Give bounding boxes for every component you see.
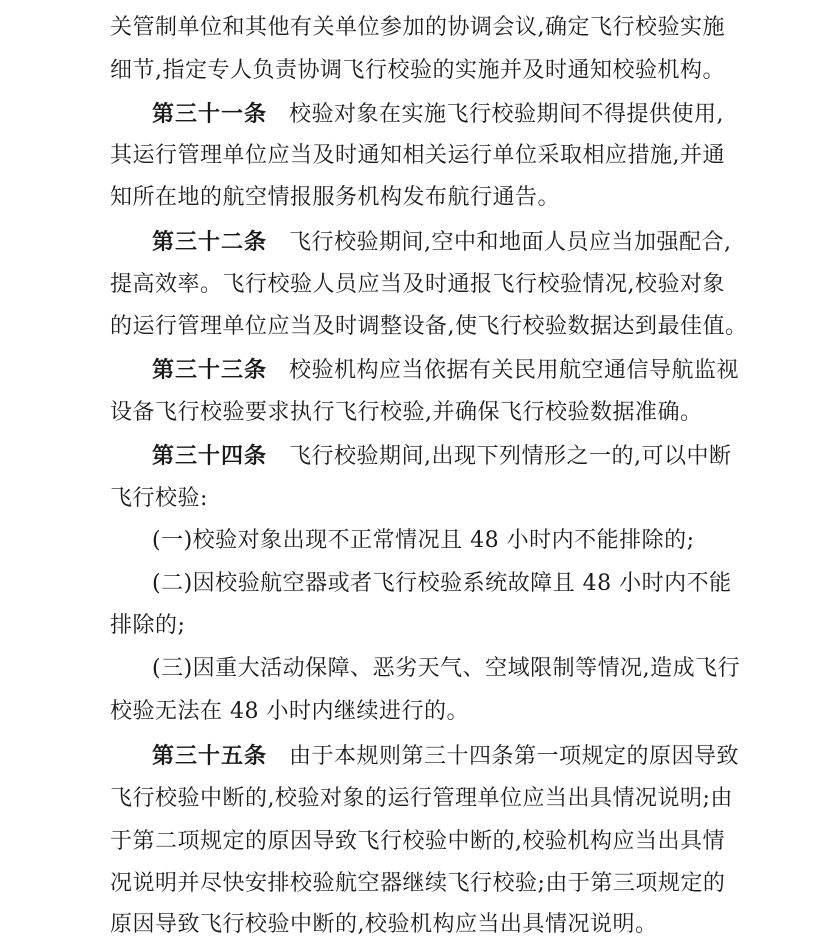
list-item: (二)因校验航空器或者飞行校验系统故障且 48 小时内不能 (152, 571, 732, 596)
text-line: 飞行校验: (110, 486, 208, 511)
text-line: 于第二项规定的原因导致飞行校验中断的,校验机构应当出具情 (110, 829, 725, 854)
article-paragraph-33 (152, 350, 740, 390)
text-line: 校验无法在 48 小时内继续进行的。 (110, 699, 469, 724)
article-paragraph-34 (152, 436, 732, 476)
article-text: 校验对象在实施飞行校验期间不得提供使用, (289, 102, 725, 127)
text-line: 飞行校验中断的,校验对象的运行管理单位应当出具情况说明;由 (110, 786, 733, 811)
article-number: 第三十二条 (152, 229, 268, 255)
list-item: (三)因重大活动保障、恶劣天气、空域限制等情况,造成飞行 (152, 656, 741, 681)
text-line: 其运行管理单位应当及时通知相关运行单位采取相应措施,并通 (110, 143, 725, 168)
article-text: 由于本规则第三十四条第一项规定的原因导致 (289, 744, 740, 769)
text-line: 提高效率。飞行校验人员应当及时通报飞行校验情况,校验对象 (110, 272, 725, 297)
list-item: (一)校验对象出现不正常情况且 48 小时内不能排除的; (152, 528, 695, 553)
article-number: 第三十一条 (152, 101, 268, 127)
article-text: 飞行校验期间,空中和地面人员应当加强配合, (289, 230, 732, 255)
article-number: 第三十三条 (152, 357, 268, 383)
article-paragraph-35 (152, 736, 740, 776)
text-line: 况说明并尽快安排校验航空器继续飞行校验;由于第三项规定的 (110, 871, 726, 896)
text-line: 关管制单位和其他有关单位参加的协调会议,确定飞行校验实施 (110, 15, 725, 40)
text-line: 的运行管理单位应当及时调整设备,使飞行校验数据达到最佳值。 (110, 314, 748, 339)
text-line: 细节,指定专人负责协调飞行校验的实施并及时通知校验机构。 (110, 58, 725, 83)
article-number: 第三十五条 (152, 743, 268, 769)
article-paragraph-31 (152, 94, 725, 134)
article-text: 飞行校验期间,出现下列情形之一的,可以中断 (289, 444, 732, 469)
text-line: 排除的; (110, 613, 186, 638)
article-text: 校验机构应当依据有关民用航空通信导航监视 (289, 358, 740, 383)
text-line: 原因导致飞行校验中断的,校验机构应当出具情况说明。 (110, 912, 658, 937)
article-number: 第三十四条 (152, 443, 268, 469)
text-line: 设备飞行校验要求执行飞行校验,并确保飞行校验数据准确。 (110, 400, 703, 425)
text-line: 知所在地的航空情报服务机构发布航行通告。 (110, 185, 561, 210)
article-paragraph-32 (152, 222, 732, 262)
